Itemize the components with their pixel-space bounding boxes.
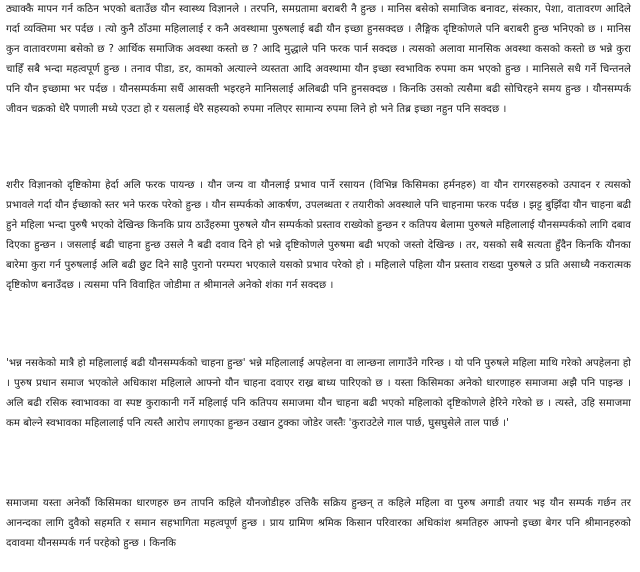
paragraph-4: समाजमा यस्ता अनेकौं किसिमका धारणहरु छन तापनि कहिले यौनजोडीहरु उत्तिकै सक्रिय हुन्छन् त कहिले महिला वा पुरुष अगाडी तयार भइ यौन सम्पर्क गर्छन तर आनन्दका लागि दुवैको सहमति र समान सहभागिता महत्वपूर्ण हुन्छ । प्राय ग्रामिण श्रमिक किसान परिवारका अधिकांश श्रमतिहरु आफ्नो इच्छा बेगर पनि श्रीमानहरुको दवावमा यौनसम्पर्क गर्न परहेको हुन्छ । किनकि (6, 498, 631, 549)
paragraph-1: ठ्याक्कै मापन गर्न कठिन भएको बताउँछ यौन स्वास्थ्य विज्ञानले । तरपनि, समग्रतामा बराबरी नै हुन्छ । मानिस बसेको समाजिक बनावट, संस्कार, पेशा, वातावरण आदिले गर्दा व्यक्तिमा भर पर्दछ । त्यो कुनै ठाँउमा महिलालाई र कनै अवस्थामा पुरुषलाई बढी यौन इच्छा हुनसक्दछ । लैङ्गिक दृष्टिकोणले पनि बराबरी हुन्छ भनिएको छ । मानिस कुन वातावरणमा बसेको छ ? आर्थिक समाजिक अवस्था कस्तो छ ? आदि मुद्धाले पनि फरक पार्न सक्दछ । त्यसको अलावा मानसिक अवस्था कसको कस्तो छ भन्ने कुरा चाहिँ सबै भन्दा महत्वपूर्ण हुन्छ । तनाव पीडा, डर, कामको अत्याल्ने व्यस्तता आदि अवस्थामा यौन इच्छा स्वभाविक रुपमा कम भएको हुन्छ । मानिसले सधै गर्ने चिन्तनले पनि यौन इच्छामा भर पर्दछ । यौनसम्पर्कमा सधैं आसक्ती भइरहने मानिसलाई अलिबढी पनि हुनसक्दछ । किनकि उसको त्यसैमा बढी सोचिरहने समय हुन्छ । यौनसम्पर्क जीवन चक्रको धेरै पणाली मध्ये एउटा हो र यसलाई धेरै सहस्यको रुपमा नलिएर सामान्य रुपमा लिने हो भने तिब्र इच्छा नहुन पनि सक्दछ । (6, 4, 631, 115)
paragraph-2: शरीर विज्ञानको दृष्टिकोमा हेर्दा अलि फरक पायन्छ । यौन जन्य वा यौनलाई प्रभाव पार्ने रसायन (विभिन्न किसिमका हर्मनहरु) वा यौन रागरसहरुको उत्पादन र त्यसको प्रभावले गर्दा यौन ईच्छाको स्तर भने फरक परेको हुन्छ । यौन सम्पर्कको आकर्षण, उपलब्धता र तयारीको अवस्थाले पनि चाहनामा फरक पर्दछ । झट्ट बुझिँदा यौन चाहना बढी हुने महिला भन्दा पुरुषै भएको देखिन्छ किनकि प्राय ठाउँहरुमा पुरुषले यौन सम्पर्कको प्रस्ताव राख्येको हुन्छन र कतिपय बेलामा पुरुषले महिलालाई यौनसम्पर्कको लागि दबाव दिएका हुन्छन । जसलाई बढी चाहना हुन्छ उसले नै बढी दवाव दिने हो भन्ने दृष्टिकोणले पुरुषमा बढी भएको जस्तो देखिन्छ । तर, यसको सबै सत्यता हुँदैन किनकि यौनका बारेमा कुरा गर्न पुरुषलाई अलि बढी छुट दिने साहै पुरानो परम्परा भएकाले यसको प्रभाव परेको हो । महिलाले पहिला यौन प्रस्ताव राख्दा पुरुषले उ प्रति असाध्यै नकरात्मक दृष्टिकोण बनाउँदछ । त्यसमा पनि विवाहित जोडीमा त श्रीमानले अनेको शंका गर्न सक्दछ । (6, 180, 632, 291)
paragraph-3: 'भन्न नसकेको मात्रै हो महिलालाई बढी यौनसम्पर्कको चाहना हुन्छ' भन्ने महिलालाई अपहेलना वा लान्छना लागाउँने गरिन्छ । यो पनि पुरुषले महिला माथि गरेको अपहेलना हो । पुरुष प्रधान समाज भएकोले अधिकाश महिलाले आफ्नो यौन चाहना दवाएर राख्र बाध्य पारिएको छ । यस्ता किसिमका अनेको धारणाहरु समाजमा अझै पनि पाइन्छ । अलि बढी रसिक स्वाभावका वा स्पष्ट कुराकानी गर्ने महिलाई पनि कतिपय समाजमा यौन चाहना बढी भएको महिलाको दृष्टिकोणले हेरिने गरेको छ । त्यस्ते, उहि समाजमा कम बोल्ने स्वभावका महिलालाई पनि त्यस्तै आरोप लगाएका हुन्छन उखान टुक्का जोडेर जस्तैः 'कुराउटेले गाल पार्छ, घुसघुसेले ताल पार्छ ।' (6, 358, 631, 429)
